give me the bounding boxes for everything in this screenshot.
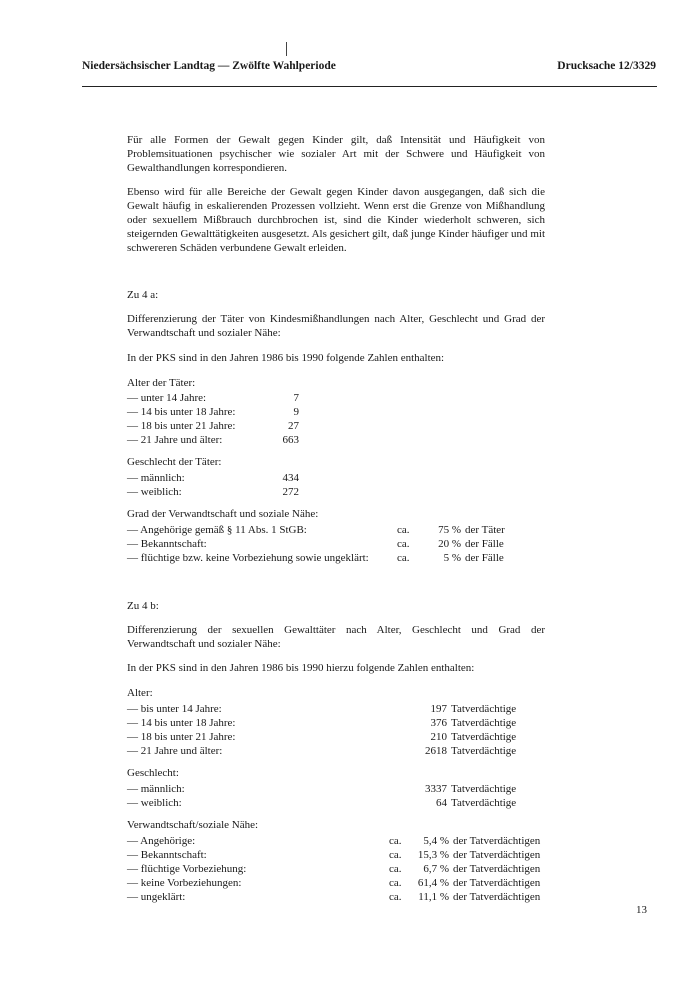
table-row: — weiblich: 64 Tatverdächtige: [127, 796, 517, 809]
table-row: — flüchtige bzw. keine Vorbeziehung sowie ungeklärt: ca. 5 % der Fälle: [127, 551, 504, 564]
section-question-4a: Differenzierung der Täter von Kindesmißhandlungen nach Alter, Geschlecht und Grad der Verwandtschaft und sozialer Nähe:: [127, 313, 545, 339]
table-row: — 14 bis unter 18 Jahre: 376 Tatverdächtige: [127, 716, 517, 729]
table-row: — männlich: 3337 Tatverdächtige: [127, 782, 517, 795]
table-row: — Bekanntschaft: ca. 15,3 % der Tatverdächtigen: [127, 848, 541, 861]
table-row: — Angehörige gemäß § 11 Abs. 1 StGB: ca. 75 % der Täter: [127, 523, 505, 536]
table-row: — 14 bis unter 18 Jahre: 9: [127, 406, 299, 419]
section-heading-4b: Zu 4 b:: [127, 599, 159, 612]
table-row: — 21 Jahre und älter: 663: [127, 434, 299, 447]
page-number: 13: [636, 904, 647, 916]
table-row: — keine Vorbeziehungen: ca. 61,4 % der Tatverdächtigen: [127, 876, 541, 889]
header-rule: [82, 86, 657, 87]
table-row: — unter 14 Jahre: 7: [127, 392, 299, 405]
table-row: — flüchtige Vorbeziehung: ca. 6,7 % der Tatverdächtigen: [127, 862, 541, 875]
age-label-4b: Alter:: [127, 687, 153, 700]
table-row: — ungeklärt: ca. 11,1 % der Tatverdächtigen: [127, 890, 541, 903]
table-row: — Angehörige: ca. 5,4 % der Tatverdächtigen: [127, 834, 541, 847]
table-row: — 18 bis unter 21 Jahre: 210 Tatverdächtige: [127, 730, 517, 743]
intro-paragraph: Für alle Formen der Gewalt gegen Kinder gilt, daß Intensität und Häufigkeit von Problemsituationen psychischer wie sozialer Art mit der Schwere und Häufigkeit von Gewalthandlungen korrespondieren.: [127, 134, 545, 174]
age-label-4a: Alter der Täter:: [127, 376, 196, 389]
scan-mark: [286, 42, 287, 56]
table-row: — Bekanntschaft: ca. 20 % der Fälle: [127, 537, 504, 550]
section-lead-4a: In der PKS sind in den Jahren 1986 bis 1990 folgende Zahlen enthalten:: [127, 351, 445, 364]
table-row: — bis unter 14 Jahre: 197 Tatverdächtige: [127, 702, 517, 715]
section-question-4b: Differenzierung der sexuellen Gewalttäter nach Alter, Geschlecht und Grad der Verwandtschaft und sozialer Nähe:: [127, 623, 545, 650]
table-row: — 21 Jahre und älter: 2618 Tatverdächtige: [127, 744, 517, 757]
section-heading-4a: Zu 4 a:: [127, 289, 159, 302]
sex-label-4a: Geschlecht der Täter:: [127, 456, 222, 469]
intro-paragraph: Ebenso wird für alle Bereiche der Gewalt gegen Kinder davon ausgegangen, daß sich die Gewalt häufig in eskalierenden Prozessen vollzieht. Wenn erst die Grenze von Mißhandlung oder sexuellem Mißbrauch durchbrochen ist, sind die Kinder wiederholt schweren, sich steigernden Gewalttätigkeiten ausgesetzt. Als gesichert gilt, daß junge Kinder häufiger und mit schwereren Schäden verbundene Gewalt erleiden.: [127, 186, 545, 254]
page-body: [127, 134, 545, 905]
table-row: — 18 bis unter 21 Jahre: 27: [127, 420, 299, 433]
relationship-label-4b: Verwandtschaft/soziale Nähe:: [127, 818, 259, 831]
sex-label-4b: Geschlecht:: [127, 766, 179, 779]
table-row: — weiblich: 272: [127, 486, 299, 499]
section-lead-4b: In der PKS sind in den Jahren 1986 bis 1990 hierzu folgende Zahlen enthalten:: [127, 662, 475, 675]
table-row: — männlich: 434: [127, 472, 299, 485]
relationship-label-4a: Grad der Verwandtschaft und soziale Nähe:: [127, 508, 319, 521]
header-title: Niedersächsischer Landtag — Zwölfte Wahlperiode: [82, 60, 336, 72]
header-document-number: Drucksache 12/3329: [557, 60, 656, 72]
